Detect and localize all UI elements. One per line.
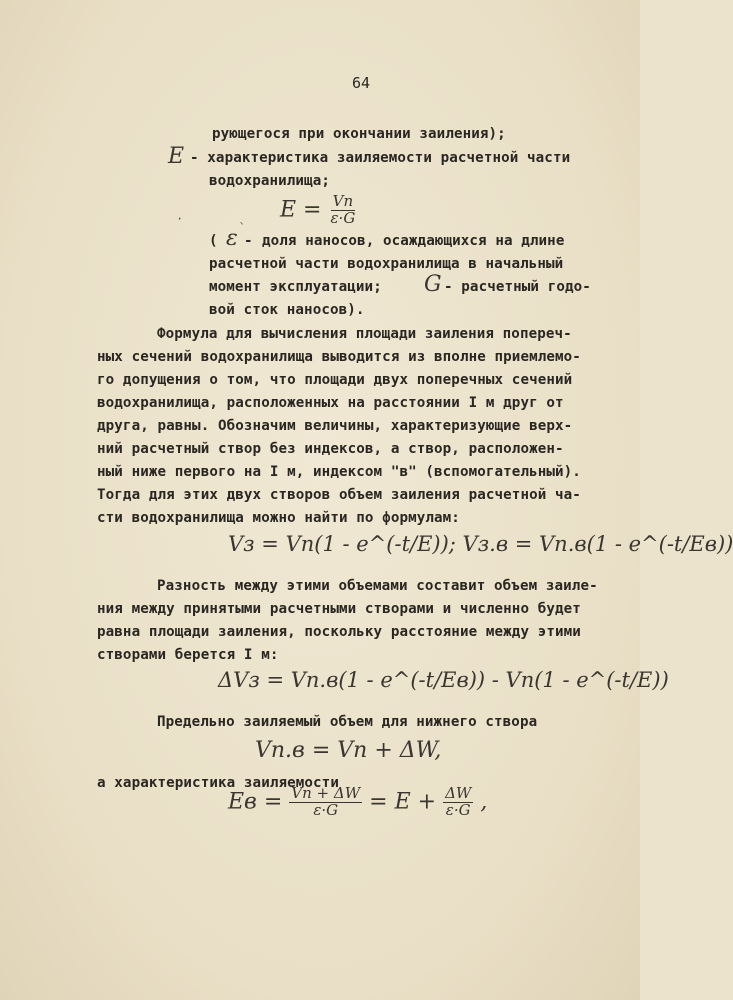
fraction-denominator: ε·G	[330, 208, 356, 227]
symbol-G: G	[424, 272, 442, 297]
symbol-epsilon: ε	[226, 226, 238, 251]
text-line: а характеристика заиляемости	[97, 775, 339, 791]
formula-E-definition	[280, 194, 357, 227]
text-line: Предельно заиляемый объем для нижнего створа	[157, 714, 538, 730]
text-line: - характеристика заиляемости расчетной части	[190, 150, 571, 166]
text-line: водохранилища, расположенных на расстоянии I м друг от	[97, 395, 564, 411]
fraction-numerator: Vn + ΔW	[291, 784, 361, 802]
stray-mark: ˎ	[238, 210, 246, 224]
formula-comma: ,	[480, 789, 488, 815]
text-line: сти водохранилища можно найти по формулам:	[97, 510, 460, 526]
page-number: 64	[352, 74, 371, 92]
fraction-denominator: ε·G	[313, 800, 339, 819]
formula-volume-pair: Vз = Vn(1 - e^(-t/E)); Vз.в = Vn.в(1 - e^(-t/Eв))	[228, 532, 733, 556]
formula-lower-volume: Vn.в = Vn + ΔW,	[255, 738, 442, 763]
text-line: момент эксплуатации;	[209, 279, 382, 295]
text-line: ных сечений водохранилища выводится из вполне приемлемо-	[97, 349, 581, 365]
fraction-numerator: ΔW	[445, 784, 472, 802]
dash: -	[244, 233, 253, 249]
text-line: ния между принятыми расчетными створами и численно будет	[97, 601, 581, 617]
symbol-E: E	[168, 144, 185, 169]
text-line: водохранилища;	[209, 173, 330, 189]
text-line: ний расчетный створ без индексов, а створ, расположен-	[97, 441, 564, 457]
text-line: равна площади заиления, поскольку расстояние между этими	[97, 624, 581, 640]
text-line: Разность между этими объемами составит объем заиле-	[157, 578, 598, 594]
fraction-denominator: ε·G	[445, 800, 471, 819]
text-line: го допущения о том, что площади двух поперечных сечений	[97, 372, 573, 388]
text-line: расчетной части водохранилища в начальный	[209, 256, 564, 272]
fraction	[443, 786, 473, 819]
formula-middle: = E +	[369, 789, 437, 815]
text-line: Тогда для этих двух створов объем заиления расчетной ча-	[97, 487, 581, 503]
stray-mark: ·	[176, 212, 184, 226]
formula-delta-volume: ΔVз = Vn.в(1 - e^(-t/Eв)) - Vn(1 - e^(-t/E))	[218, 668, 669, 692]
fraction	[289, 786, 362, 819]
formula-siltation-characteristic	[228, 786, 487, 819]
text-line: - расчетный годо-	[444, 279, 591, 295]
formula-lhs: Eв =	[228, 789, 283, 815]
text-line: створами берется I м:	[97, 647, 279, 663]
fraction	[329, 194, 358, 227]
paren-open: (	[209, 233, 218, 249]
text-line: вой сток наносов).	[209, 302, 365, 318]
text-line: доля наносов, осаждающихся на длине	[262, 233, 565, 249]
text-line: друга, равны. Обозначим величины, характеризующие верх-	[97, 418, 573, 434]
formula-lhs: E =	[280, 197, 322, 223]
text-line: рующегося при окончании заиления);	[212, 126, 506, 142]
text-line: ный ниже первого на I м, индексом "в" (вспомогательный).	[97, 464, 581, 480]
text-line: Формула для вычисления площади заиления попереч-	[157, 326, 572, 342]
fraction-numerator: Vn	[332, 192, 354, 210]
